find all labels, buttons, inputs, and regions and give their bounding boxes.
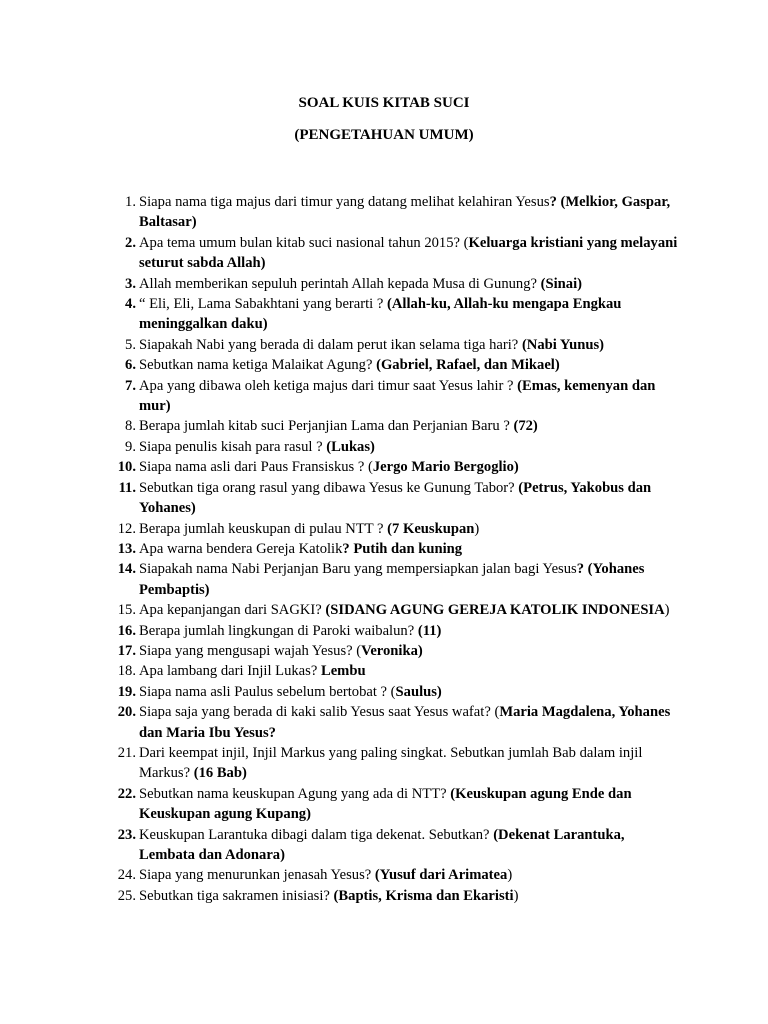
answer-text: Saulus): [395, 683, 442, 700]
question-item: [0, 457, 679, 477]
question-text: Berapa jumlah lingkungan di Paroki waibalun?: [139, 622, 418, 639]
question-item: [0, 539, 679, 559]
question-text: Berapa jumlah kitab suci Perjanjian Lama dan Perjanian Baru ?: [139, 418, 514, 435]
question-item: [0, 784, 679, 825]
question-item: [0, 886, 679, 906]
question-number: 3.: [125, 275, 136, 292]
question-text: ): [513, 887, 519, 904]
question-item: [0, 743, 679, 784]
question-item: [0, 274, 679, 294]
question-number: 22.: [117, 785, 136, 802]
question-number: 24.: [117, 867, 136, 884]
question-text: Siapa yang menurunkan jenasah Yesus?: [139, 867, 375, 884]
answer-text: (SIDANG AGUNG GEREJA KATOLIK INDONESIA: [325, 602, 665, 619]
question-text: Apa tema umum bulan kitab suci nasional tahun 2015? (: [139, 234, 469, 251]
answer-text: (Yusuf dari Arimatea: [374, 867, 508, 884]
answer-text: ? Putih dan kuning: [342, 540, 463, 557]
answer-text: Lembu: [320, 663, 366, 680]
question-text: Siapa penulis kisah para rasul ?: [139, 438, 327, 455]
question-number: 13.: [117, 540, 136, 557]
question-text: Keuskupan Larantuka dibagi dalam tiga dekenat. Sebutkan?: [139, 826, 494, 843]
question-item: [0, 641, 679, 661]
question-number: 17.: [117, 642, 136, 659]
question-text: Siapa nama asli dari Paus Fransiskus ? (: [139, 459, 373, 476]
question-item: [0, 661, 679, 681]
question-item: [0, 355, 679, 375]
question-text: Sebutkan nama ketiga Malaikat Agung?: [139, 357, 377, 374]
question-item: [0, 233, 679, 274]
question-text: Siapa saja yang berada di kaki salib Yesus saat Yesus wafat? (: [139, 704, 500, 721]
question-number: 14.: [117, 561, 136, 578]
document-subtitle: (PENGETAHUAN UMUM): [294, 127, 474, 143]
question-number: 1.: [125, 194, 136, 210]
question-item: [0, 600, 679, 620]
answer-text: Veronika): [361, 642, 423, 659]
question-text: Siapa nama asli Paulus sebelum bertobat ? (: [139, 683, 396, 700]
question-text: Siapakah nama Nabi Perjanjan Baru yang mempersiapkan jalan bagi Yesus: [139, 561, 577, 578]
question-number: 25.: [117, 887, 136, 904]
question-text: Apa warna bendera Gereja Katolik: [139, 540, 343, 557]
question-number: 16.: [117, 622, 136, 639]
answer-text: Jergo Mario Bergoglio): [372, 459, 519, 476]
question-text: Siapa nama tiga majus dari timur yang datang melihat kelahiran Yesus: [139, 194, 550, 210]
question-text: Sebutkan tiga orang rasul yang dibawa Yesus ke Gunung Tabor?: [139, 479, 519, 496]
question-text: Apa kepanjangan dari SAGKI?: [139, 602, 326, 619]
question-text: Berapa jumlah keuskupan di pulau NTT ?: [139, 520, 388, 537]
question-text: “ Eli, Eli, Lama Sabakhtani yang berarti ?: [139, 296, 388, 313]
question-number: 19.: [117, 683, 136, 700]
answer-text: (Lukas): [326, 438, 375, 455]
question-number: 21.: [117, 744, 136, 761]
question-number: 5.: [125, 336, 136, 353]
question-number: 15.: [117, 602, 136, 619]
question-number: 23.: [117, 826, 136, 843]
answer-text: (11): [417, 622, 442, 639]
question-text: ): [507, 867, 513, 884]
question-text: Allah memberikan sepuluh perintah Allah kepada Musa di Gunung?: [139, 275, 541, 292]
answer-text: (Dekenat Larantuka, Lembata dan Adonara): [139, 826, 625, 863]
answer-text: ? (Yohanes Pembaptis): [139, 561, 645, 598]
question-item: [0, 559, 679, 600]
question-text: Siapa yang mengusapi wajah Yesus? (: [139, 642, 362, 659]
question-item: [0, 865, 679, 885]
document-title: SOAL KUIS KITAB SUCI: [298, 95, 470, 111]
answer-text: Maria Magdalena, Yohanes dan Maria Ibu Yesus?: [139, 704, 671, 741]
answer-text: (72): [513, 418, 538, 435]
question-item: [0, 519, 679, 539]
question-item: [0, 376, 679, 417]
question-item: [0, 478, 679, 519]
question-text: Siapakah Nabi yang berada di dalam perut ikan selama tiga hari?: [139, 336, 522, 353]
question-text: Sebutkan nama keuskupan Agung yang ada di NTT?: [139, 785, 451, 802]
question-item: [0, 702, 679, 743]
question-text: ): [474, 520, 480, 537]
question-number: 8.: [125, 418, 136, 435]
question-number: 20.: [117, 704, 136, 721]
question-number: 2.: [125, 234, 136, 251]
question-item: [0, 192, 679, 233]
question-item: [0, 416, 679, 436]
question-number: 6.: [125, 357, 136, 374]
question-number: 11.: [118, 479, 136, 496]
question-text: ): [664, 602, 670, 619]
question-text: Apa yang dibawa oleh ketiga majus dari timur saat Yesus lahir ?: [139, 377, 518, 394]
question-number: 10.: [117, 459, 136, 476]
question-text: Sebutkan tiga sakramen inisiasi?: [139, 887, 334, 904]
answer-text: (Sinai): [540, 275, 582, 292]
question-number: 7.: [125, 377, 136, 394]
answer-text: (Gabriel, Rafael, dan Mikael): [376, 357, 560, 374]
question-item: [0, 825, 679, 866]
question-item: [0, 294, 679, 335]
question-item: [0, 437, 679, 457]
answer-text: (7 Keuskupan: [387, 520, 475, 537]
answer-text: (16 Bab): [193, 765, 247, 782]
question-number: 4.: [125, 296, 136, 313]
question-number: 12.: [117, 520, 136, 537]
answer-text: ? (Melkior, Gaspar, Baltasar): [139, 194, 671, 231]
answer-text: (Allah-ku, Allah-ku mengapa Engkau meninggalkan daku): [139, 296, 622, 333]
answer-text: Keluarga kristiani yang melayani seturut sabda Allah): [139, 234, 678, 272]
question-number: 18.: [117, 663, 136, 680]
question-list: [0, 192, 768, 906]
question-item: [0, 621, 679, 641]
question-item: [0, 335, 679, 355]
question-text: Dari keempat injil, Injil Markus yang paling singkat. Sebutkan jumlah Bab dalam injil Markus?: [139, 744, 643, 782]
answer-text: (Baptis, Krisma dan Ekaristi: [333, 887, 514, 904]
question-number: 9.: [125, 438, 136, 455]
answer-text: (Emas, kemenyan dan mur): [139, 377, 656, 415]
question-text: Apa lambang dari Injil Lukas?: [139, 663, 321, 680]
answer-text: (Keuskupan agung Ende dan Keuskupan agung Kupang): [139, 785, 632, 823]
question-item: [0, 682, 679, 702]
answer-text: (Petrus, Yakobus dan Yohanes): [139, 479, 652, 517]
answer-text: (Nabi Yunus): [521, 336, 604, 353]
